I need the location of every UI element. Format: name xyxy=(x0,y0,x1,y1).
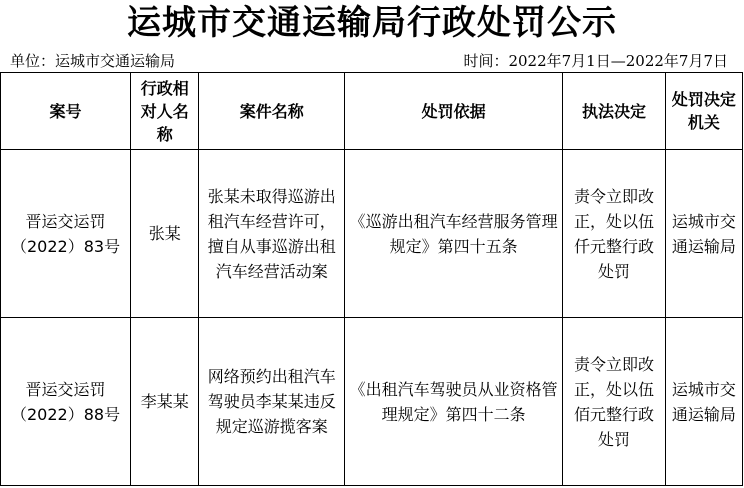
header-basis: 处罚依据 xyxy=(344,73,562,150)
meta-bar xyxy=(0,50,744,72)
cell-basis: 《出租汽车驾驶员从业资格管理规定》第四十二条 xyxy=(344,318,562,486)
page-title: 运城市交通运输局行政处罚公示 xyxy=(127,3,617,43)
cell-decision: 责令立即改正，处以伍佰元整行政处罚 xyxy=(563,318,666,486)
cell-authority: 运城市交通运输局 xyxy=(665,318,742,486)
header-case-name: 案件名称 xyxy=(199,73,345,150)
cell-decision: 责令立即改正，处以伍仟元整行政处罚 xyxy=(563,150,666,318)
header-decision: 执法决定 xyxy=(563,73,666,150)
table-row xyxy=(1,150,743,318)
penalty-table xyxy=(0,72,743,486)
cell-basis: 《巡游出租汽车经营服务管理规定》第四十五条 xyxy=(344,150,562,318)
header-party: 行政相对人名称 xyxy=(131,73,199,150)
cell-party: 李某某 xyxy=(131,318,199,486)
table-row xyxy=(1,318,743,486)
cell-case-name: 张某未取得巡游出租汽车经营许可，擅自从事巡游出租汽车经营活动案 xyxy=(199,150,345,318)
unit-label: 单位：运城市交通运输局 xyxy=(10,52,176,70)
header-case-no: 案号 xyxy=(1,73,131,150)
cell-case-name: 网络预约出租汽车驾驶员李某某违反规定巡游揽客案 xyxy=(199,318,345,486)
cell-case-no: 晋运交运罚（2022）88号 xyxy=(1,318,131,486)
cell-case-no: 晋运交运罚（2022）83号 xyxy=(1,150,131,318)
cell-party: 张某 xyxy=(131,150,199,318)
table-header-row xyxy=(1,73,743,150)
header-authority: 处罚决定机关 xyxy=(665,73,742,150)
cell-authority: 运城市交通运输局 xyxy=(665,150,742,318)
time-range-label: 时间：2022年7月1日—2022年7月7日 xyxy=(463,52,728,70)
